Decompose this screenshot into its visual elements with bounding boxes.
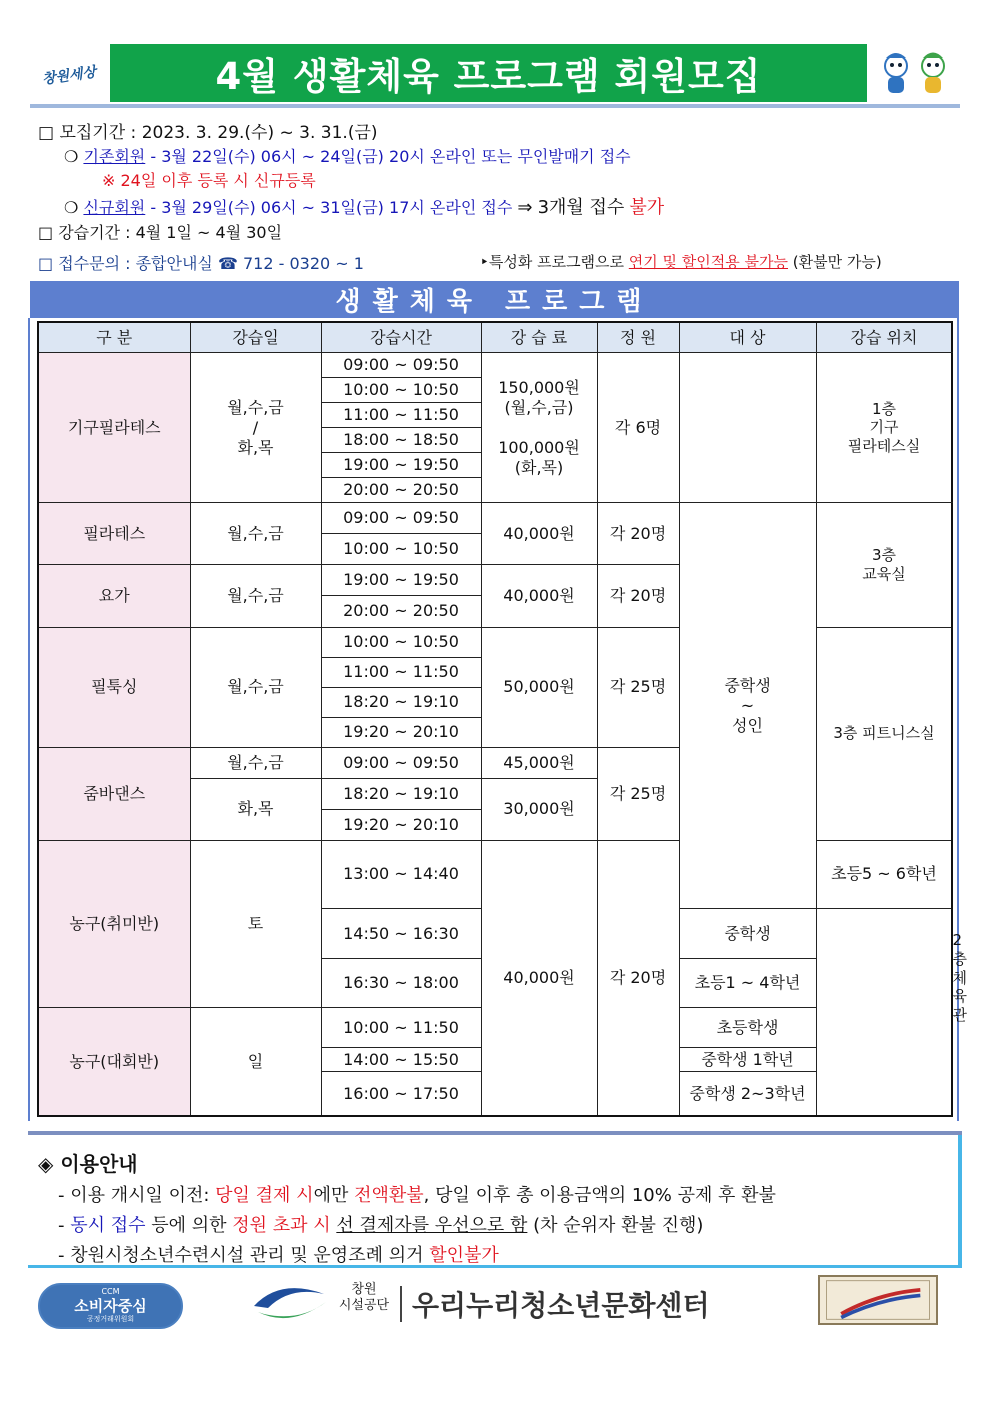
page-title: 4월 생활체육 프로그램 회원모집 xyxy=(110,44,867,102)
table-row: 농구(취미반) 토 13:00 ~ 14:40 40,000원 각 20명 초등5 ~ 6학년 2층 체육관 xyxy=(38,840,952,908)
info-right-border xyxy=(958,1135,962,1267)
program-capacity: 각 20명 xyxy=(597,503,679,565)
program-days: 월,수,금 xyxy=(190,503,321,565)
center-logo xyxy=(250,1282,740,1326)
header-target: 대 상 xyxy=(679,322,816,353)
time-slot: 10:00 ~ 11:50 xyxy=(321,1008,481,1048)
program-target: 중학생 ~ 성인 xyxy=(679,503,816,909)
time-slot: 11:00 ~ 11:50 xyxy=(321,657,481,687)
new-member-label: 신규회원 xyxy=(83,198,146,217)
program-location: 1층 기구 필라테스실 xyxy=(816,353,952,503)
program-capacity: 각 25명 xyxy=(597,627,679,747)
table-row xyxy=(38,353,952,378)
time-slot: 10:00 ~ 10:50 xyxy=(321,534,481,565)
header-time: 강습시간 xyxy=(321,322,481,353)
time-slot: 19:20 ~ 20:10 xyxy=(321,717,481,747)
header-fee: 강 습 료 xyxy=(481,322,597,353)
time-slot: 20:00 ~ 20:50 xyxy=(321,478,481,503)
time-slot: 18:20 ~ 19:10 xyxy=(321,687,481,717)
info-line-discount: - 창원시청소년수련시설 관리 및 운영조례 의거 할인불가 xyxy=(58,1245,499,1266)
existing-member-label: 기존회원 xyxy=(83,147,146,166)
program-location: 3층 피트니스실 xyxy=(816,627,952,840)
time-slot: 19:00 ~ 19:50 xyxy=(321,453,481,478)
program-name: 농구(취미반) xyxy=(38,840,190,1007)
time-slot: 09:00 ~ 09:50 xyxy=(321,503,481,534)
program-days: 월,수,금 xyxy=(190,627,321,747)
program-days: 화,목 xyxy=(190,778,321,840)
header-location: 강습 위치 xyxy=(816,322,952,353)
time-slot: 20:00 ~ 20:50 xyxy=(321,596,481,627)
time-slot: 16:30 ~ 18:00 xyxy=(321,959,481,1008)
time-slot: 18:00 ~ 18:50 xyxy=(321,428,481,453)
time-slot: 11:00 ~ 11:50 xyxy=(321,403,481,428)
program-target: 중학생 2~3학년 xyxy=(679,1072,816,1116)
time-slot: 09:00 ~ 09:50 xyxy=(321,747,481,778)
table-row xyxy=(38,503,952,534)
recruit-period: □ 모집기간 : 2023. 3. 29.(수) ~ 3. 31.(금) xyxy=(38,123,378,143)
time-slot: 14:50 ~ 16:30 xyxy=(321,908,481,958)
program-name: 필툭싱 xyxy=(38,627,190,747)
program-target: 중학생 xyxy=(679,908,816,958)
time-slot: 18:20 ~ 19:10 xyxy=(321,778,481,809)
time-slot: 19:00 ~ 19:50 xyxy=(321,565,481,596)
mascot-image xyxy=(878,48,954,100)
program-target: 중학생 1학년 xyxy=(679,1048,816,1072)
program-fee: 40,000원 xyxy=(481,565,597,627)
program-fee: 30,000원 xyxy=(481,778,597,840)
table-header-row xyxy=(38,322,952,353)
footer-divider xyxy=(400,1286,402,1322)
program-capacity: 각 6명 xyxy=(597,353,679,503)
info-top-border xyxy=(28,1131,962,1135)
program-days: 월,수,금 xyxy=(190,565,321,627)
inquiry-contact: □ 접수문의 : 종합안내실 ☎ 712 - 0320 ~ 1 xyxy=(38,254,364,273)
changwon-logo: 창원세상 xyxy=(41,64,98,88)
program-capacity: 각 20명 xyxy=(597,565,679,627)
program-target: 초등5 ~ 6학년 xyxy=(816,840,952,908)
existing-member-notice: ❍ 기존회원 - 3월 22일(수) 06시 ~ 24일(금) 20시 온라인 또는 무인발매기 접수 xyxy=(64,147,631,166)
ccm-logo: CCM 소비자중심 공정거래위원회 xyxy=(38,1283,183,1329)
info-line-capacity: - 동시 접수 등에 의한 정원 초과 시 선 결제자를 우선으로 함 (차 순위자 환불 진행) xyxy=(58,1215,704,1236)
center-name: 우리누리청소년문화센터 xyxy=(412,1289,710,1322)
header-category: 구 분 xyxy=(38,322,190,353)
new-member-notice: ❍ 신규회원 - 3월 29일(수) 06시 ~ 31일(금) 17시 온라인 접수 ⇒ 3개월 접수 불가 xyxy=(64,197,665,218)
program-target: 초등1 ~ 4학년 xyxy=(679,959,816,1008)
header-divider xyxy=(30,104,960,108)
time-slot: 13:00 ~ 14:40 xyxy=(321,840,481,908)
time-slot: 10:00 ~ 10:50 xyxy=(321,627,481,657)
program-days: 월,수,금 / 화,목 xyxy=(190,353,321,503)
time-slot: 09:00 ~ 09:50 xyxy=(321,353,481,378)
program-fee: 45,000원 xyxy=(481,747,597,778)
header-days: 강습일 xyxy=(190,322,321,353)
existing-member-note: ※ 24일 이후 등록 시 신규등록 xyxy=(102,171,316,190)
time-slot: 16:00 ~ 17:50 xyxy=(321,1072,481,1116)
header-capacity: 정 원 xyxy=(597,322,679,353)
program-fee: 40,000원 xyxy=(481,840,597,1116)
program-fee: 50,000원 xyxy=(481,627,597,747)
program-days: 일 xyxy=(190,1008,321,1116)
special-program-note: ‣특성화 프로그램으로 연기 및 할인적용 불가능 (환불만 가능) xyxy=(480,253,882,271)
program-days: 토 xyxy=(190,840,321,1007)
time-slot: 14:00 ~ 15:50 xyxy=(321,1048,481,1072)
program-target: 초등학생 xyxy=(679,1008,816,1048)
program-table xyxy=(37,321,967,1117)
target-empty xyxy=(679,353,816,503)
org-name: 창원 시설공단 xyxy=(338,1282,390,1313)
program-name: 농구(대회반) xyxy=(38,1008,190,1116)
program-location: 3층 교육실 xyxy=(816,503,952,627)
program-name: 필라테스 xyxy=(38,503,190,565)
info-line-refund: - 이용 개시일 이전: 당일 결제 시에만 전액환불, 당일 이후 총 이용금액의 10% 공제 후 환불 xyxy=(58,1185,776,1206)
program-name: 요가 xyxy=(38,565,190,627)
program-name: 기구필라테스 xyxy=(38,353,190,503)
program-fee: 150,000원 (월,수,금) 100,000원 (화,목) xyxy=(481,353,597,503)
program-banner: 생활체육 프로그램 xyxy=(30,281,959,318)
course-period: □ 강습기간 : 4월 1일 ~ 4월 30일 xyxy=(38,223,283,242)
time-slot: 10:00 ~ 10:50 xyxy=(321,378,481,403)
program-capacity: 각 25명 xyxy=(597,747,679,840)
info-title: ◈ 이용안내 xyxy=(38,1152,138,1176)
certification-mark xyxy=(818,1275,938,1325)
time-slot: 19:20 ~ 20:10 xyxy=(321,809,481,840)
program-capacity: 각 20명 xyxy=(597,840,679,1116)
program-fee: 40,000원 xyxy=(481,503,597,565)
program-days: 월,수,금 xyxy=(190,747,321,778)
program-name: 줌바댄스 xyxy=(38,747,190,840)
org-swoosh-icon xyxy=(250,1284,330,1324)
